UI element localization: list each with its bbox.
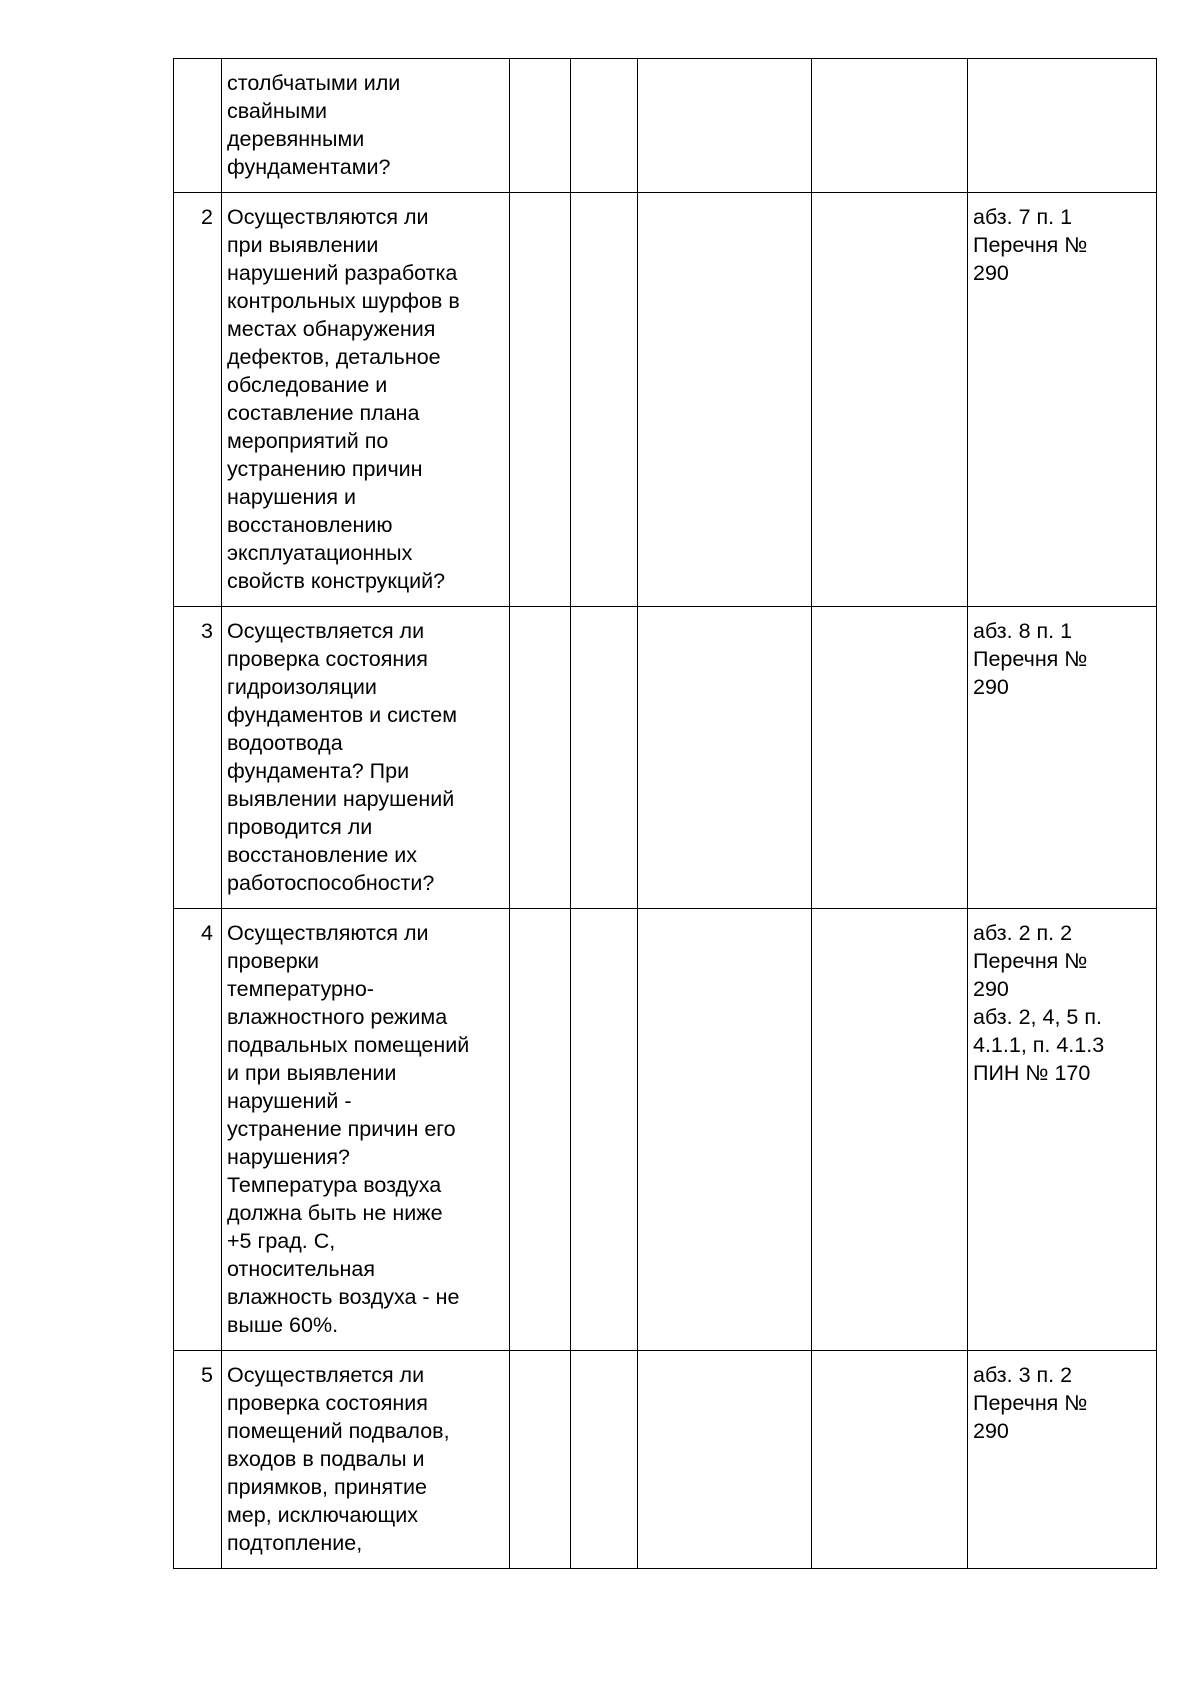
reference-cell: абз. 2 п. 2 Перечня № 290 абз. 2, 4, 5 п. 4.1.1, п. 4.1.3 ПИН № 170 <box>968 909 1157 1351</box>
empty-cell <box>571 59 638 193</box>
empty-cell <box>812 1351 968 1569</box>
row-number <box>174 59 222 193</box>
empty-cell <box>638 59 812 193</box>
question-cell: Осуществляются ли проверки температурно- влажностного режима подвальных помещений и при выявлении нарушений - устранение причин его нарушения? Температура воздуха должна быть не ниже +5 град. С, относительная влажность воздуха - не выше 60%. <box>222 909 510 1351</box>
checklist-table <box>173 58 1157 1569</box>
empty-cell <box>638 1351 812 1569</box>
empty-cell <box>638 193 812 607</box>
row-number: 3 <box>174 607 222 909</box>
table-row <box>174 607 1157 909</box>
empty-cell <box>510 59 571 193</box>
empty-cell <box>812 193 968 607</box>
reference-cell: абз. 8 п. 1 Перечня № 290 <box>968 607 1157 909</box>
empty-cell <box>812 909 968 1351</box>
table-row <box>174 59 1157 193</box>
row-number: 2 <box>174 193 222 607</box>
question-cell: столбчатыми или свайными деревянными фундаментами? <box>222 59 510 193</box>
table-row <box>174 193 1157 607</box>
empty-cell <box>638 909 812 1351</box>
empty-cell <box>571 607 638 909</box>
empty-cell <box>812 59 968 193</box>
question-cell: Осуществляется ли проверка состояния помещений подвалов, входов в подвалы и приямков, принятие мер, исключающих подтопление, <box>222 1351 510 1569</box>
row-number: 4 <box>174 909 222 1351</box>
empty-cell <box>571 193 638 607</box>
row-number: 5 <box>174 1351 222 1569</box>
empty-cell <box>510 909 571 1351</box>
empty-cell <box>510 1351 571 1569</box>
question-cell: Осуществляются ли при выявлении нарушений разработка контрольных шурфов в местах обнаружения дефектов, детальное обследование и составление плана мероприятий по устранению причин нарушения и восстановлению эксплуатационных свойств конструкций? <box>222 193 510 607</box>
empty-cell <box>638 607 812 909</box>
question-cell: Осуществляется ли проверка состояния гидроизоляции фундаментов и систем водоотвода фундамента? При выявлении нарушений проводится ли восстановление их работоспособности? <box>222 607 510 909</box>
reference-cell: абз. 3 п. 2 Перечня № 290 <box>968 1351 1157 1569</box>
empty-cell <box>510 193 571 607</box>
empty-cell <box>571 909 638 1351</box>
table-row <box>174 909 1157 1351</box>
empty-cell <box>510 607 571 909</box>
reference-cell <box>968 59 1157 193</box>
empty-cell <box>812 607 968 909</box>
table-row <box>174 1351 1157 1569</box>
reference-cell: абз. 7 п. 1 Перечня № 290 <box>968 193 1157 607</box>
empty-cell <box>571 1351 638 1569</box>
